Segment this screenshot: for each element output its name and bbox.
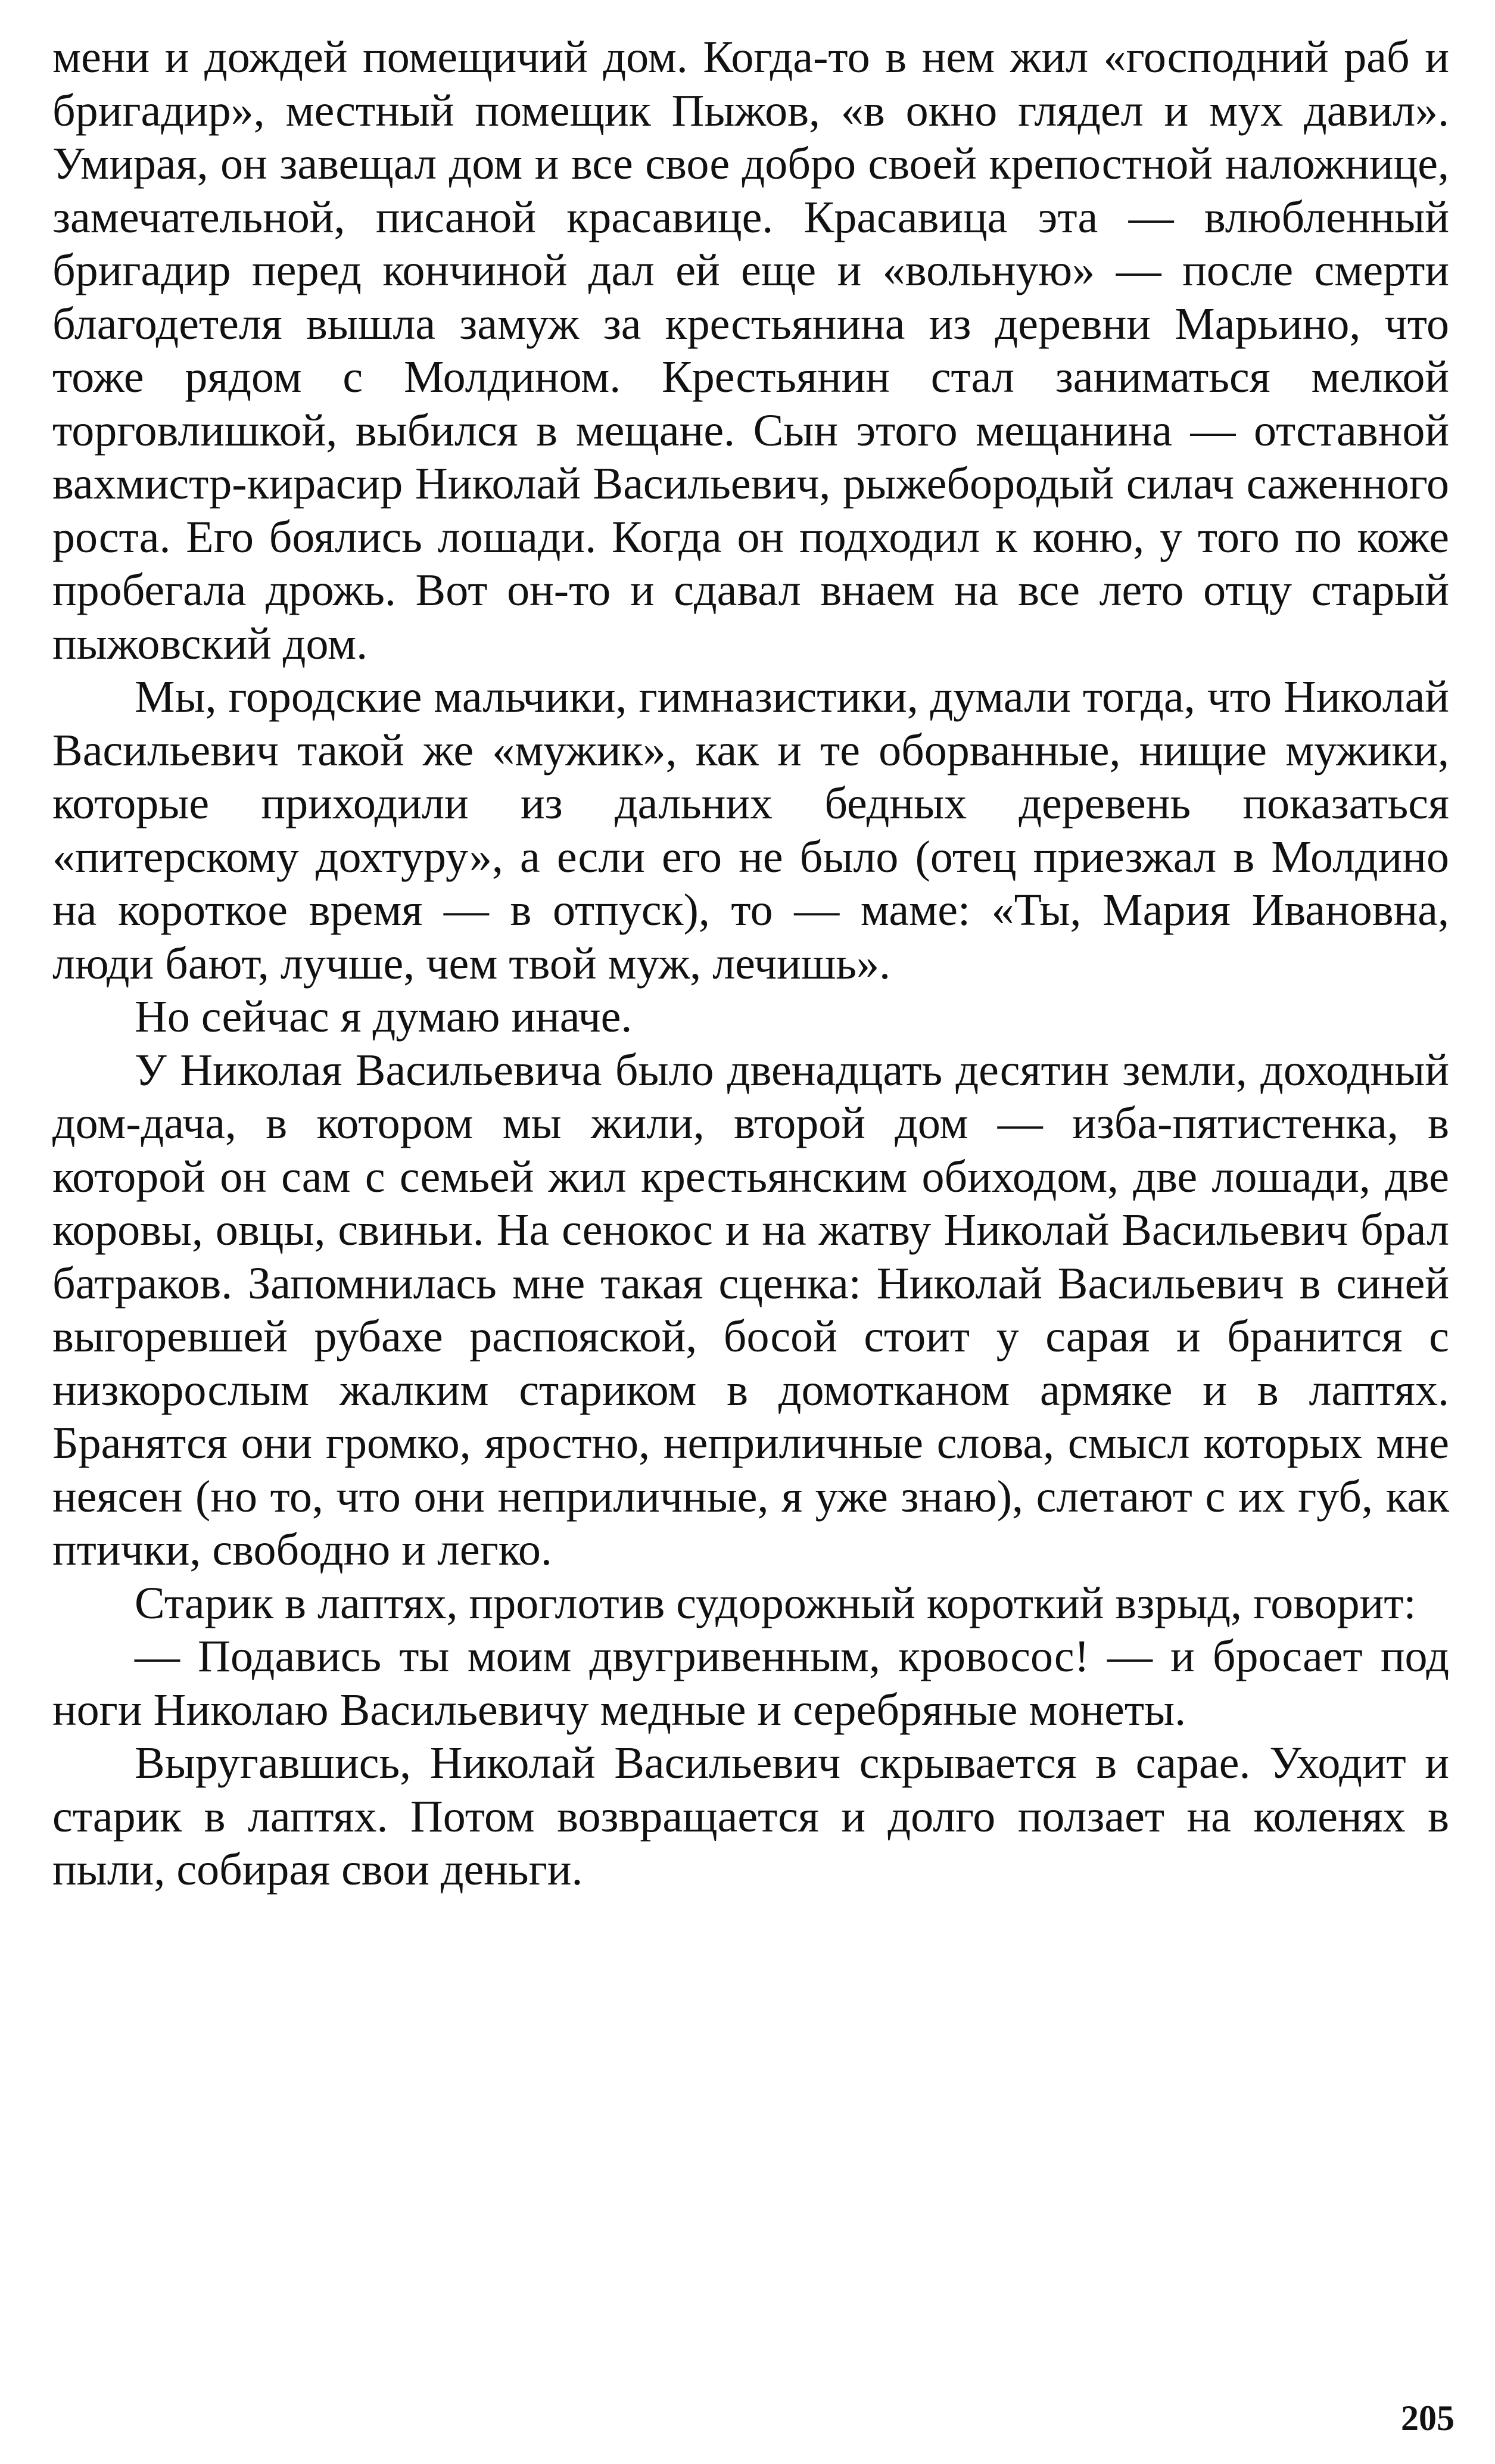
paragraph: Старик в лаптях, проглотив судорожный короткий взрыд, говорит: <box>135 1578 1416 1628</box>
paragraph-dialogue: — Подавись ты моим двугривенным, кровосос! — и бросает под ноги Николаю Васильевичу медные и серебряные монеты. <box>52 1631 1449 1735</box>
page-number: 205 <box>1401 2398 1454 2438</box>
paragraph: У Николая Васильевича было двенадцать десятин земли, доходный дом-дача, в котором мы жили, второй дом — изба-пятистенка, в которой он сам с семьей жил крестьянским обиходом, две лошади, две коровы, овцы, свиньи. На сенокос и на жатву Николай Васильевич брал батраков. Запомнилась мне такая сценка: Николай Васильевич в синей выгоревшей рубахе распояской, босой стоит у сарая и бранится с низкорослым жалким стариком в домотканом армяке и в лаптях. Бранятся они громко, яростно, неприличные слова, смысл которых мне неясен (но то, что они неприличные, я уже знаю), слетают с их губ, как птички, свободно и легко. <box>52 1045 1449 1575</box>
paragraph-continuation: мени и дождей помещичий дом. Когда-то в нем жил «господний раб и бригадир», местный помещик Пыжов, «в окно глядел и мух давил». Умирая, он завещал дом и все свое добро своей крепостной наложнице, замечательной, писаной красавице. Красавица эта — влюбленный бригадир перед кончиной дал ей еще и «вольную» — после смерти благодетеля вышла замуж за крестьянина из деревни Марьино, что тоже рядом с Молдином. Крестьянин стал заниматься мелкой торговлишкой, выбился в мещане. Сын этого мещанина — отставной вахмистр-кирасир Николай Васильевич, рыжебородый силач саженного роста. Его боялись лошади. Когда он подходил к коню, у того по коже пробегала дрожь. Вот он-то и сдавал внаем на все лето отцу старый пыжовский дом. <box>52 32 1449 669</box>
paragraph: Но сейчас я думаю иначе. <box>135 992 633 1042</box>
body-text <box>52 31 1449 1897</box>
paragraph: Выругавшись, Николай Васильевич скрывается в сарае. Уходит и старик в лаптях. Потом возвращается и долго ползает на коленях в пыли, собирая свои деньги. <box>52 1738 1449 1895</box>
paragraph: Мы, городские мальчики, гимназистики, думали тогда, что Николай Васильевич такой же «мужик», как и те оборванные, нищие мужики, которые приходили из дальних бедных деревень показаться «питерскому дохтуру», а если его не было (отец приезжал в Молдино на короткое время — в отпуск), то — маме: «Ты, Мария Ивановна, люди бают, лучше, чем твой муж, лечишь». <box>52 672 1449 989</box>
